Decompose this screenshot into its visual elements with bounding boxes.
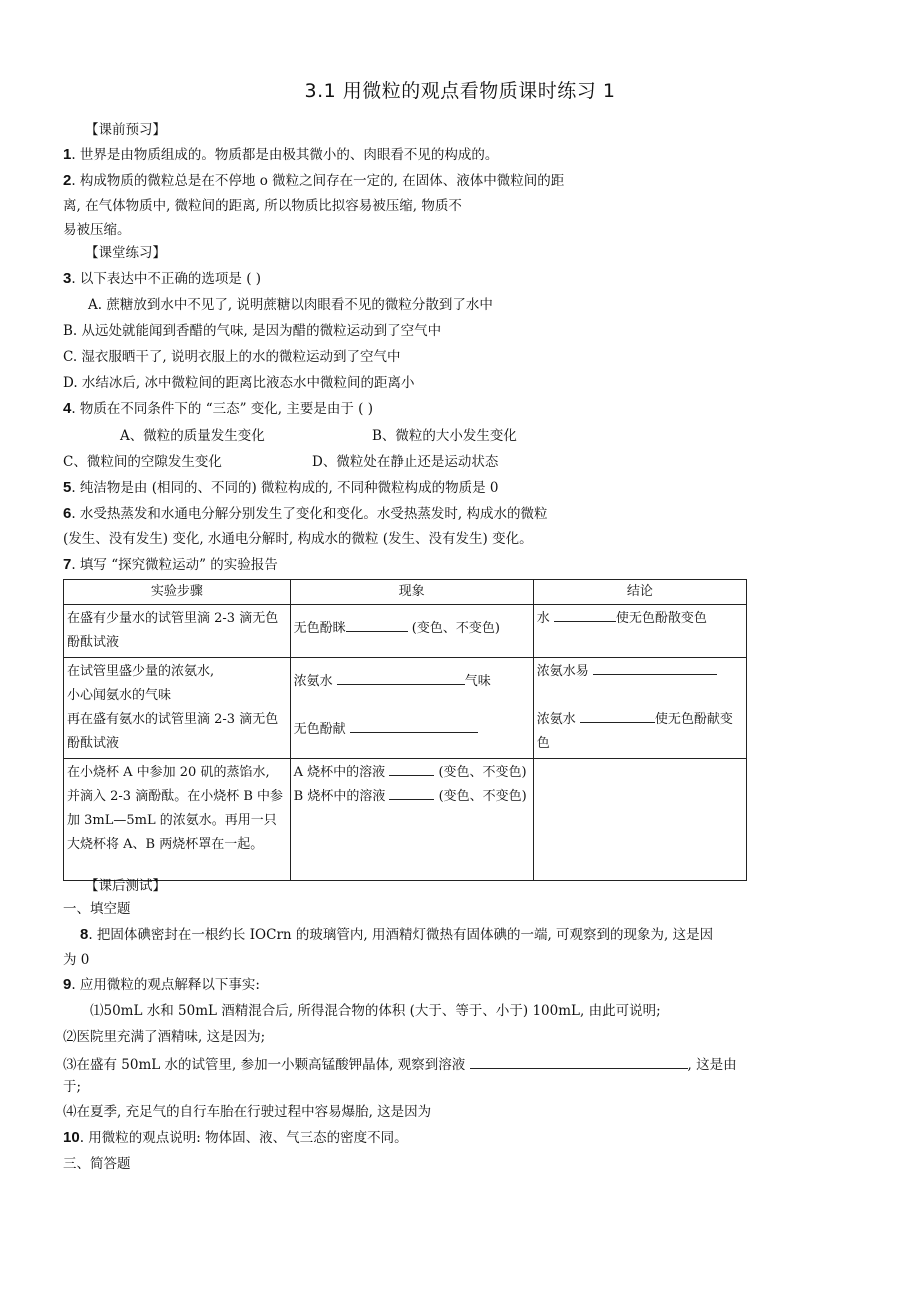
cell-text: (变色、不变色) <box>411 621 500 636</box>
option-c: C、微粒间的空隙发生变化 <box>63 454 222 470</box>
question-text: . 填写 “探究微粒运动” 的实验报告 <box>71 557 278 573</box>
question-2 <box>63 172 564 190</box>
question-text: ⑶在盛有 50mL 水的试管里, 参加一小颗高锰酸钾晶体, 观察到溶液 <box>63 1057 466 1073</box>
cell-text: (变色、不变色) <box>438 765 527 780</box>
conclusion-cell <box>533 658 746 759</box>
cell-text: 气味 <box>464 674 491 689</box>
cell-text: 无色酚献 <box>293 722 346 737</box>
question-number: 1 <box>63 146 72 163</box>
phenomenon-cell <box>290 658 533 759</box>
question-text: . 以下表达中不正确的选项是 ( ) <box>71 271 262 287</box>
sub-question-4: ⑷在夏季, 充足气的自行车胎在行驶过程中容易爆胎, 这是因为 <box>63 1104 432 1120</box>
question-text: . 物质在不同条件下的 “三态” 变化, 主要是由于 ( ) <box>71 401 374 417</box>
sub-question-3-line-2: 于; <box>63 1079 82 1095</box>
question-number: 3 <box>63 270 72 287</box>
answer-blank[interactable] <box>580 708 655 723</box>
question-number: 4 <box>63 400 72 417</box>
answer-blank[interactable] <box>470 1054 688 1069</box>
question-number: 10 <box>63 1129 80 1146</box>
answer-blank[interactable] <box>346 617 408 632</box>
cell-text: 无色酚眯 <box>293 621 346 636</box>
cell-text: 在试管里盛少量的浓氨水, <box>67 664 215 679</box>
part-short-answer: 三、简答题 <box>63 1156 131 1172</box>
header-conclusion: 结论 <box>533 580 746 605</box>
section-after-class: 【课后测试】 <box>85 878 166 894</box>
cell-text: 使无色酚散变色 <box>615 611 707 626</box>
question-text: . 应用微粒的观点解释以下事实: <box>71 977 260 993</box>
question-number: 2 <box>63 172 72 189</box>
phenomenon-cell <box>290 759 533 881</box>
option-b: B、微粒的大小发生变化 <box>372 428 517 444</box>
sub-question-3 <box>63 1054 737 1074</box>
answer-blank[interactable] <box>389 761 434 776</box>
question-text: . 世界是由物质组成的。物质都是由极其微小的、肉眼看不见的构成的。 <box>71 147 499 163</box>
question-number: 6 <box>63 505 72 522</box>
question-number: 8 <box>80 926 89 943</box>
question-text: , 这是由 <box>687 1057 737 1073</box>
question-9 <box>63 976 260 994</box>
header-phenomenon: 现象 <box>290 580 533 605</box>
question-6 <box>63 505 548 523</box>
conclusion-cell <box>533 759 746 881</box>
section-preview: 【课前预习】 <box>85 122 166 138</box>
cell-text: 使无色酚献变色 <box>536 712 733 751</box>
phenomenon-cell <box>290 605 533 658</box>
question-8 <box>80 926 713 944</box>
sub-question-1: ⑴50mL 水和 50mL 酒精混合后, 所得混合物的体积 (大于、等于、小于) 100mL, 由此可说明; <box>90 1003 661 1019</box>
table-row <box>64 759 747 881</box>
table-header-row <box>64 580 747 605</box>
cell-text: 水 <box>536 611 550 626</box>
question-text: . 构成物质的微粒总是在不停地 o 微粒之间存在一定的, 在固体、液体中微粒间的距 <box>71 173 565 189</box>
question-2-line-2: 离, 在气体物质中, 微粒间的距离, 所以物质比拟容易被压缩, 物质不 <box>63 198 462 214</box>
answer-blank[interactable] <box>389 785 434 800</box>
section-classwork: 【课堂练习】 <box>85 245 166 261</box>
conclusion-cell <box>533 605 746 658</box>
step-cell <box>64 658 291 759</box>
question-7 <box>63 556 278 574</box>
cell-text: (变色、不变色) <box>438 789 527 804</box>
option-a: A、微粒的质量发生变化 <box>120 428 265 444</box>
option-a: A. 蔗糖放到水中不见了, 说明蔗糖以肉眼看不见的微粒分散到了水中 <box>88 297 493 313</box>
cell-text: 浓氨水 <box>293 674 333 689</box>
question-number: 9 <box>63 976 72 993</box>
header-steps: 实验步骤 <box>64 580 291 605</box>
question-text: . 纯洁物是由 (相同的、不同的) 微粒构成的, 不同种微粒构成的物质是 0 <box>71 480 499 496</box>
question-1 <box>63 146 498 164</box>
question-text: . 用微粒的观点说明: 物体固、液、气三态的密度不同。 <box>79 1130 408 1146</box>
table-row <box>64 605 747 658</box>
question-10 <box>63 1129 408 1147</box>
question-8-line-2: 为 0 <box>63 952 90 968</box>
cell-text: 再在盛有氨水的试管里滴 2-3 滴无色酚酞试液 <box>67 712 279 751</box>
cell-text: A 烧杯中的溶液 <box>293 765 386 780</box>
experiment-report-table <box>63 579 747 881</box>
question-5 <box>63 479 499 497</box>
cell-text: B 烧杯中的溶液 <box>293 789 386 804</box>
option-d: D. 水结冰后, 冰中微粒间的距离比液态水中微粒间的距离小 <box>63 375 415 391</box>
question-text: . 水受热蒸发和水通电分解分别发生了变化和变化。水受热蒸发时, 构成水的微粒 <box>71 506 548 522</box>
sub-question-2: ⑵医院里充满了酒精味, 这是因为; <box>63 1029 266 1045</box>
cell-text: 浓氨水 <box>536 712 576 727</box>
step-cell: 在盛有少量水的试管里滴 2-3 滴无色酚酞试液 <box>64 605 291 658</box>
answer-blank[interactable] <box>593 660 717 675</box>
cell-text: 小心闻氨水的气味 <box>67 688 172 703</box>
option-c: C. 湿衣服晒干了, 说明衣服上的水的微粒运动到了空气中 <box>63 349 401 365</box>
question-6-line-2: (发生、没有发生) 变化, 水通电分解时, 构成水的微粒 (发生、没有发生) 变化。 <box>63 531 533 547</box>
question-2-line-3: 易被压缩。 <box>63 222 131 238</box>
answer-blank[interactable] <box>554 607 616 622</box>
part-fill-in-blank: 一、填空题 <box>63 901 131 917</box>
question-3 <box>63 270 261 288</box>
question-number: 5 <box>63 479 72 496</box>
step-cell: 在小烧杯 A 中参加 20 矶的蒸馅水, 并滴入 2-3 滴酚酞。在小烧杯 B 中参加 3mL—5mL 的浓氨水。再用一只大烧杯将 A、B 两烧杯罩在一起。 <box>64 759 291 881</box>
answer-blank[interactable] <box>337 670 465 685</box>
question-number: 7 <box>63 556 72 573</box>
question-4 <box>63 400 373 418</box>
option-b: B. 从远处就能闻到香醋的气味, 是因为醋的微粒运动到了空气中 <box>63 323 442 339</box>
page-title: 3.1 用微粒的观点看物质课时练习 1 <box>304 80 616 102</box>
answer-blank[interactable] <box>350 718 478 733</box>
option-d: D、微粒处在静止还是运动状态 <box>312 454 499 470</box>
table-row <box>64 658 747 759</box>
question-text: . 把固体碘密封在一根约长 IOCrn 的玻璃管内, 用酒精灯微热有固体碘的一端, 可观察到的现象为, 这是因 <box>88 927 714 943</box>
cell-text: 浓氨水易 <box>536 664 589 679</box>
